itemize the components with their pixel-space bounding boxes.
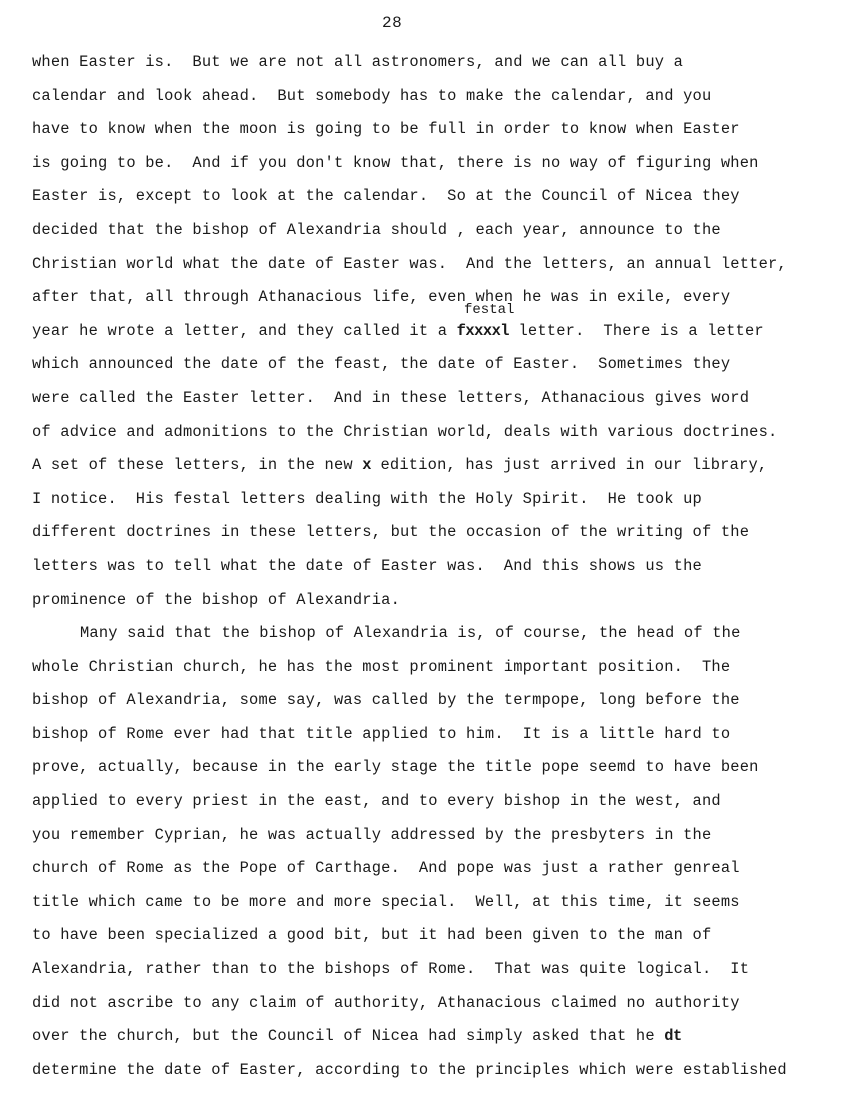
line-text: when Easter is. But we are not all astronomers, and we can all buy a	[32, 53, 684, 71]
text-line	[32, 254, 832, 288]
text-line	[32, 556, 832, 590]
text-line	[32, 925, 832, 959]
text-line	[32, 321, 832, 355]
line-text: prove, actually, because in the early stage the title pope seemd to have been	[32, 758, 759, 777]
line-text: have to know when the moon is going to be full in order to know when Easter	[32, 120, 740, 139]
text-line	[32, 186, 832, 220]
line-text: is going to be. And if you don't know that, there is no way of figuring when	[32, 153, 759, 172]
text-line	[32, 86, 832, 120]
text-line	[32, 590, 832, 624]
text-line	[32, 522, 832, 556]
line-text: different doctrines in these letters, but the occasion of the writing of the	[32, 523, 750, 542]
text-line	[32, 388, 832, 422]
line-text: title which came to be more and more special. Well, at this time, it seems	[32, 892, 740, 911]
line-text: Easter is, except to look at the calendar. So at the Council of Nicea they	[32, 187, 740, 206]
text-line	[32, 959, 832, 993]
text-line	[32, 623, 832, 657]
text-line	[32, 489, 832, 523]
text-line	[32, 1060, 832, 1094]
text-line	[32, 153, 832, 187]
line-text: you remember Cyprian, he was actually addressed by the presbyters in the	[32, 825, 712, 844]
line-text: Many said that the bishop of Alexandria is, of course, the head of the	[80, 624, 741, 643]
line-text: Alexandria, rather than to the bishops of Rome. That was quite logical. It	[32, 960, 750, 979]
line-text: applied to every priest in the east, and to every bishop in the west, and	[32, 792, 721, 811]
line-text-continued: letter. There is a letter	[509, 321, 764, 340]
text-line	[32, 52, 832, 86]
text-line	[32, 892, 832, 926]
text-line	[32, 825, 832, 859]
text-line	[32, 757, 832, 791]
line-text: year he wrote a letter, and they called it a	[32, 321, 457, 340]
line-text: I notice. His festal letters dealing with the Holy Spirit. He took up	[32, 489, 702, 508]
line-text: bishop of Alexandria, some say, was called by the termpope, long before the	[32, 691, 740, 710]
interlinear-correction: festal	[464, 302, 515, 318]
text-line	[32, 287, 832, 321]
text-line	[32, 690, 832, 724]
page-number: 28	[382, 14, 403, 32]
text-line	[32, 1026, 832, 1060]
line-text: bishop of Rome ever had that title applied to him. It is a little hard to	[32, 724, 731, 743]
text-line	[32, 354, 832, 388]
text-line	[32, 724, 832, 758]
line-text: calendar and look ahead. But somebody has to make the calendar, and you	[32, 86, 712, 105]
text-line	[32, 220, 832, 254]
text-line	[32, 791, 832, 825]
line-text: after that, all through Athanacious life, even when he was in exile, every	[32, 288, 731, 307]
line-text-continued: edition, has just arrived in our library,	[371, 456, 768, 475]
line-text: church of Rome as the Pope of Carthage. And pope was just a rather genreal	[32, 859, 740, 878]
line-text: were called the Easter letter. And in these letters, Athanacious gives word	[32, 388, 750, 407]
line-text: over the church, but the Council of Nicea had simply asked that he	[32, 1027, 665, 1046]
body-text	[32, 52, 832, 1093]
line-text: prominence of the bishop of Alexandria.	[32, 590, 400, 609]
line-text: which announced the date of the feast, the date of Easter. Sometimes they	[32, 355, 731, 374]
text-line	[32, 422, 832, 456]
line-text: did not ascribe to any claim of authority, Athanacious claimed no authority	[32, 993, 740, 1012]
line-text: A set of these letters, in the new	[32, 456, 363, 475]
line-text: decided that the bishop of Alexandria should , each year, announce to the	[32, 220, 721, 239]
text-line	[32, 119, 832, 153]
line-text: determine the date of Easter, according to the principles which were established	[32, 1060, 787, 1079]
line-text: letters was to tell what the date of Easter was. And this shows us the	[32, 556, 702, 575]
struck-out-text: x	[362, 456, 372, 475]
text-line	[32, 455, 832, 489]
line-text: whole Christian church, he has the most prominent important position. The	[32, 657, 731, 676]
line-text: of advice and admonitions to the Christian world, deals with various doctrines.	[32, 422, 778, 441]
text-line	[32, 858, 832, 892]
line-text: Christian world what the date of Easter was. And the letters, an annual letter,	[32, 254, 787, 273]
text-line	[32, 657, 832, 691]
line-text: to have been specialized a good bit, but it had been given to the man of	[32, 926, 712, 945]
struck-out-text: dt	[664, 1027, 682, 1046]
struck-out-text: fxxxxl	[456, 321, 510, 340]
text-line	[32, 993, 832, 1027]
